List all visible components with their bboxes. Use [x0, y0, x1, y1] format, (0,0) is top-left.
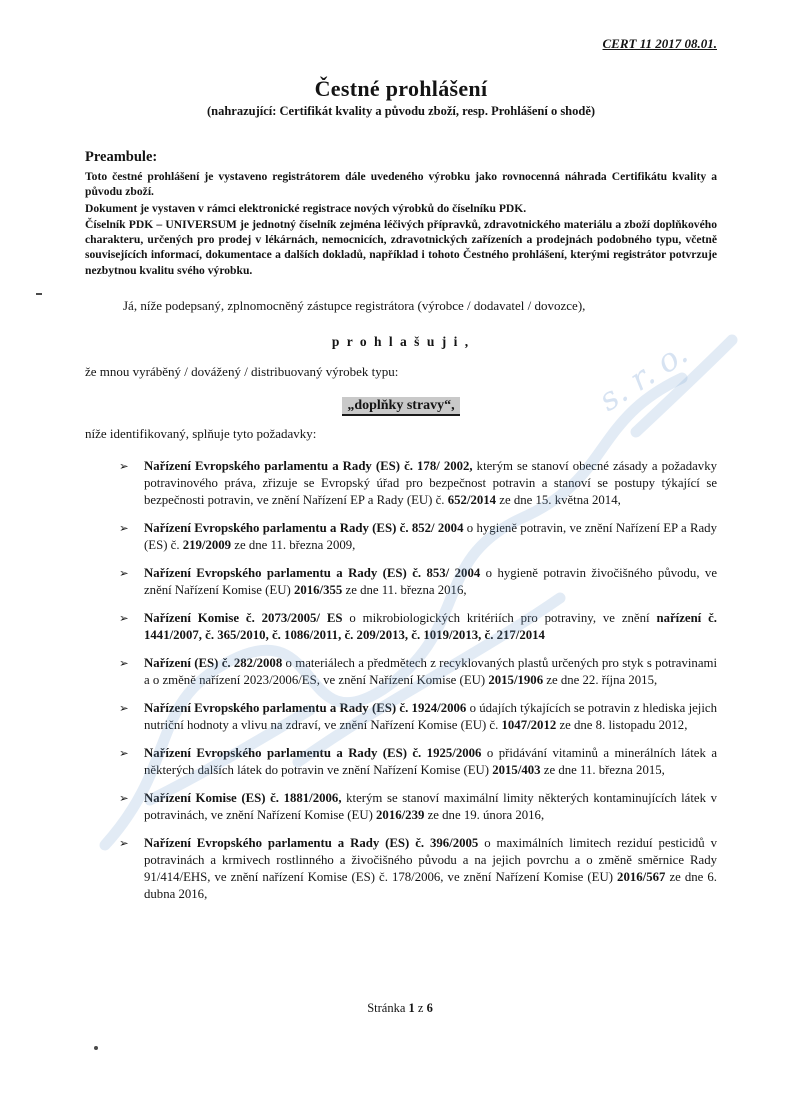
text-run: ze dne 8. listopadu 2012,: [556, 718, 688, 733]
regulation-text: [144, 835, 717, 903]
regulation-item: [119, 745, 717, 779]
text-run: ze dne 11. března 2015,: [540, 763, 665, 778]
regulation-item: [119, 520, 717, 554]
page-title: Čestné prohlášení: [314, 76, 488, 101]
product-type-wrap: [85, 396, 717, 414]
text-run: 219/2009: [182, 538, 232, 553]
bullet-arrow-icon: ➢: [119, 836, 129, 851]
regulation-item: [119, 565, 717, 599]
text-run: Nařízení (ES) č. 282/2008: [144, 656, 283, 671]
text-run: ze dne 19. února 2016,: [424, 808, 545, 823]
regulation-item: [119, 835, 717, 903]
regulation-item: [119, 610, 717, 644]
text-run: o mikrobiologických kritériích pro potraviny, ve znění: [342, 611, 657, 626]
text-run: 2015/403: [492, 763, 541, 778]
text-run: nařízení č. 1441/2007, č. 365/2010, č. 1086/2011, č. 209/2013, č. 1019/2013, č. 217/2014: [144, 611, 717, 643]
text-run: Nařízení Evropského parlamentu a Rady (ES) č. 178/ 2002,: [144, 459, 473, 474]
declaration-verb: p r o h l a š u j i ,: [331, 334, 471, 350]
bullet-arrow-icon: ➢: [119, 611, 129, 626]
product-type-line: že mnou vyráběný / dovážený / distribuovaný výrobek typu:: [85, 364, 399, 380]
document-code: CERT 11 2017 08.01.: [602, 36, 717, 51]
bullet-arrow-icon: ➢: [119, 701, 129, 716]
regulation-text: [144, 520, 717, 554]
regulation-list: [85, 458, 717, 903]
preamble-paragraph: Číselník PDK – UNIVERSUM je jednotný číselník zejména léčivých přípravků, zdravotnického materiálu a zboží doplňkového charakteru, určených pro prodej v lékárnách, nemocnicích, zdravotnických zařízeních a prodejnách podobného typu, včetně souvisejících informací, dokumentace a dalších dokladů, například i tohoto Čestného prohlášení, kterými registrátor potvrzuje nezbytnou kvalitu svého výrobku.: [85, 217, 717, 277]
text-run: 1047/2012: [501, 718, 557, 733]
text-run: Nařízení Evropského parlamentu a Rady (ES) č. 852/ 2004: [144, 521, 464, 536]
bullet-arrow-icon: ➢: [119, 791, 129, 806]
text-run: o maximálních limitech reziduí pesticidů v potravinách a krmivech rostlinného a živočišného původu a na jejich povrchu a o změně směrnice Rady 91/414/EHS, ve znění nařízení Komise (ES) č. 178/2006, ve znění Nařízení Komise (EU): [144, 836, 717, 885]
text-run: 2016/355: [293, 583, 343, 598]
text-run: Nařízení Evropského parlamentu a Rady (ES) č. 1925/2006: [144, 746, 482, 761]
text-run: Stránka: [367, 1001, 409, 1015]
text-run: 6: [426, 1001, 433, 1015]
text-run: Nařízení Komise (ES) č. 1881/2006,: [144, 791, 342, 806]
preamble-paragraph: Toto čestné prohlášení je vystaveno registrátorem dále uvedeného výrobku jako rovnocenná náhrada Certifikátu kvality a původu zboží.: [85, 170, 717, 199]
text-run: 1: [408, 1001, 415, 1015]
text-run: ze dne 15. května 2014,: [496, 493, 621, 508]
product-type-highlight: „doplňky stravy“,: [342, 397, 459, 416]
text-run: Nařízení Evropského parlamentu a Rady (ES) č. 853/ 2004: [144, 566, 481, 581]
text-run: o materiálech a předmětech z recyklovaných plastů určených pro styk s potravinami a o změně nařízení 2023/2006/ES, ve znění Nařízení Komise (EU): [144, 656, 718, 688]
text-run: 2016/567: [617, 870, 666, 885]
scan-artifact: [36, 293, 42, 295]
regulation-text: [144, 655, 717, 689]
regulation-item: [119, 700, 717, 734]
regulation-item: [119, 790, 717, 824]
page-footer: [0, 1001, 800, 1016]
text-run: kterým se stanoví maximální limity některých kontaminujících látek v potravinách, ve znění Nařízení Komise (EU): [144, 791, 717, 823]
text-run: kterým se stanoví obecné zásady a požadavky potravinového práva, zřizuje se Evropský úřad pro bezpečnost potravin a stanoví se postupy týkající se bezpečnosti potravin, ve znění Nařízení EP a Rady (EU) č.: [144, 459, 717, 508]
bullet-arrow-icon: ➢: [119, 656, 129, 671]
text-run: o hygieně potravin, ve znění Nařízení EP a Rady (ES) č.: [144, 521, 717, 553]
text-run: z: [414, 1001, 427, 1015]
text-run: 2015/1906: [488, 673, 544, 688]
text-run: o hygieně potravin živočišného původu, ve znění Nařízení Komise (EU): [144, 566, 717, 598]
text-run: Nařízení Evropského parlamentu a Rady (ES) č. 396/2005: [144, 836, 479, 851]
declaration-intro: Já, níže podepsaný, zplnomocněný zástupce registrátora (výrobce / dodavatel / dovozce),: [123, 298, 586, 314]
text-run: ze dne 11. března 2016,: [342, 583, 467, 598]
bullet-arrow-icon: ➢: [119, 521, 129, 536]
preamble-paragraph: Dokument je vystaven v rámci elektronické registrace nových výrobků do číselníku PDK.: [85, 201, 527, 215]
bullet-arrow-icon: ➢: [119, 746, 129, 761]
regulation-text: [144, 610, 717, 644]
text-run: ze dne 11. března 2009,: [231, 538, 356, 553]
watermark-fragment: s. r. o.: [591, 333, 695, 419]
text-run: o údajích týkajících se potravin z hlediska jejich nutriční hodnoty a vlivu na zdraví, ve znění Nařízení Komise (EU) č.: [144, 701, 718, 733]
text-run: 2016/239: [376, 808, 425, 823]
page-subtitle: (nahrazující: Certifikát kvality a původu zboží, resp. Prohlášení o shodě): [206, 104, 596, 118]
regulation-item: [119, 458, 717, 509]
text-run: Nařízení Evropského parlamentu a Rady (ES) č. 1924/2006: [144, 701, 467, 716]
text-run: Nařízení Komise č. 2073/2005/ ES: [144, 611, 343, 626]
regulation-text: [144, 790, 717, 824]
regulation-text: [144, 700, 717, 734]
requirements-line: níže identifikovaný, splňuje tyto požadavky:: [85, 426, 317, 442]
regulation-text: [144, 458, 717, 509]
regulation-item: [119, 655, 717, 689]
regulation-text: [144, 565, 717, 599]
text-run: ze dne 6. dubna 2016,: [144, 870, 717, 902]
text-run: 652/2014: [447, 493, 497, 508]
bullet-arrow-icon: ➢: [119, 459, 129, 474]
preamble-heading: Preambule:: [85, 149, 158, 165]
text-run: o přidávání vitaminů a minerálních látek a některých dalších látek do potravin ve znění Nařízení Komise (EU): [144, 746, 717, 778]
text-run: ze dne 22. října 2015,: [543, 673, 658, 688]
scan-artifact: [94, 1046, 98, 1050]
bullet-arrow-icon: ➢: [119, 566, 129, 581]
regulation-text: [144, 745, 717, 779]
